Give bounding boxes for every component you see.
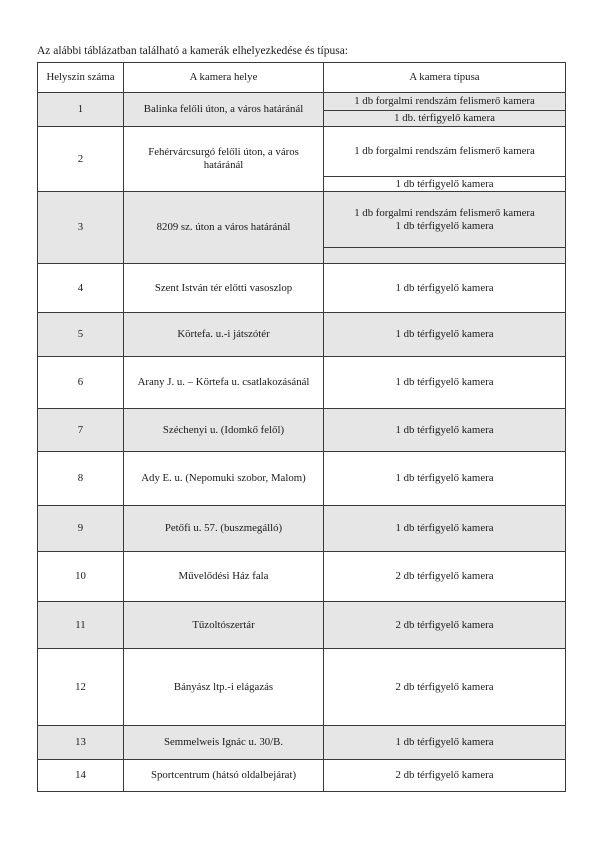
location-number: 5	[38, 313, 124, 357]
camera-place: Arany J. u. – Körtefa u. csatlakozásánál	[124, 357, 324, 409]
camera-table	[37, 62, 566, 792]
table-row	[38, 649, 566, 726]
camera-type: 1 db térfigyelő kamera	[324, 452, 566, 506]
location-number: 8	[38, 452, 124, 506]
camera-place: Széchenyi u. (Idomkő felől)	[124, 409, 324, 452]
camera-type: 1 db térfigyelő kamera	[324, 726, 566, 760]
camera-place: Tűzoltószertár	[124, 602, 324, 649]
table-row	[38, 506, 566, 552]
table-row	[38, 760, 566, 792]
table-row	[38, 726, 566, 760]
camera-type: 1 db térfigyelő kamera	[324, 357, 566, 409]
camera-type: 1 db forgalmi rendszám felismerő kamera	[324, 93, 566, 111]
location-number: 4	[38, 264, 124, 313]
camera-place: Petőfi u. 57. (buszmegálló)	[124, 506, 324, 552]
table-row	[38, 552, 566, 602]
table-row	[38, 264, 566, 313]
header-camera-place: A kamera helye	[124, 63, 324, 93]
camera-place: Semmelweis Ignác u. 30/B.	[124, 726, 324, 760]
camera-type: 2 db térfigyelő kamera	[324, 552, 566, 602]
table-row	[38, 192, 566, 248]
location-number: 12	[38, 649, 124, 726]
camera-type: 1 db térfigyelő kamera	[324, 264, 566, 313]
header-row	[38, 63, 566, 93]
location-number: 7	[38, 409, 124, 452]
location-number: 3	[38, 192, 124, 264]
location-number: 10	[38, 552, 124, 602]
table-row	[38, 602, 566, 649]
header-location-number: Helyszín száma	[38, 63, 124, 93]
camera-type: 1 db forgalmi rendszám felismerő kamera	[324, 127, 566, 177]
camera-place: Körtefa. u.-i játszótér	[124, 313, 324, 357]
camera-type: 1 db forgalmi rendszám felismerő kamera 1 db térfigyelő kamera	[324, 192, 566, 248]
camera-type: 1 db térfigyelő kamera	[324, 409, 566, 452]
camera-place: Szent István tér előtti vasoszlop	[124, 264, 324, 313]
location-number: 6	[38, 357, 124, 409]
location-number: 11	[38, 602, 124, 649]
camera-type: 1 db térfigyelő kamera	[324, 177, 566, 192]
camera-type: 2 db térfigyelő kamera	[324, 760, 566, 792]
table-row	[38, 357, 566, 409]
location-number: 1	[38, 93, 124, 127]
table-row	[38, 313, 566, 357]
camera-type: 1 db. térfigyelő kamera	[324, 111, 566, 127]
camera-place: Bányász ltp.-i elágazás	[124, 649, 324, 726]
camera-place: Ady E. u. (Nepomuki szobor, Malom)	[124, 452, 324, 506]
location-number: 14	[38, 760, 124, 792]
camera-place: Művelődési Ház fala	[124, 552, 324, 602]
table-row	[38, 409, 566, 452]
camera-place: 8209 sz. úton a város határánál	[124, 192, 324, 264]
camera-place: Balinka felőli úton, a város határánál	[124, 93, 324, 127]
camera-type: 1 db térfigyelő kamera	[324, 506, 566, 552]
camera-type: 2 db térfigyelő kamera	[324, 649, 566, 726]
location-number: 2	[38, 127, 124, 192]
header-camera-type: A kamera típusa	[324, 63, 566, 93]
camera-type: 1 db térfigyelő kamera	[324, 313, 566, 357]
camera-type-empty	[324, 248, 566, 264]
camera-type: 2 db térfigyelő kamera	[324, 602, 566, 649]
location-number: 9	[38, 506, 124, 552]
table-row	[38, 93, 566, 111]
camera-place: Sportcentrum (hátsó oldalbejárat)	[124, 760, 324, 792]
location-number: 13	[38, 726, 124, 760]
intro-text: Az alábbi táblázatban található a kamerák elhelyezkedése és típusa:	[37, 45, 348, 57]
table-row	[38, 127, 566, 177]
camera-place: Fehérvárcsurgó felőli úton, a város határánál	[124, 127, 324, 192]
table-row	[38, 452, 566, 506]
